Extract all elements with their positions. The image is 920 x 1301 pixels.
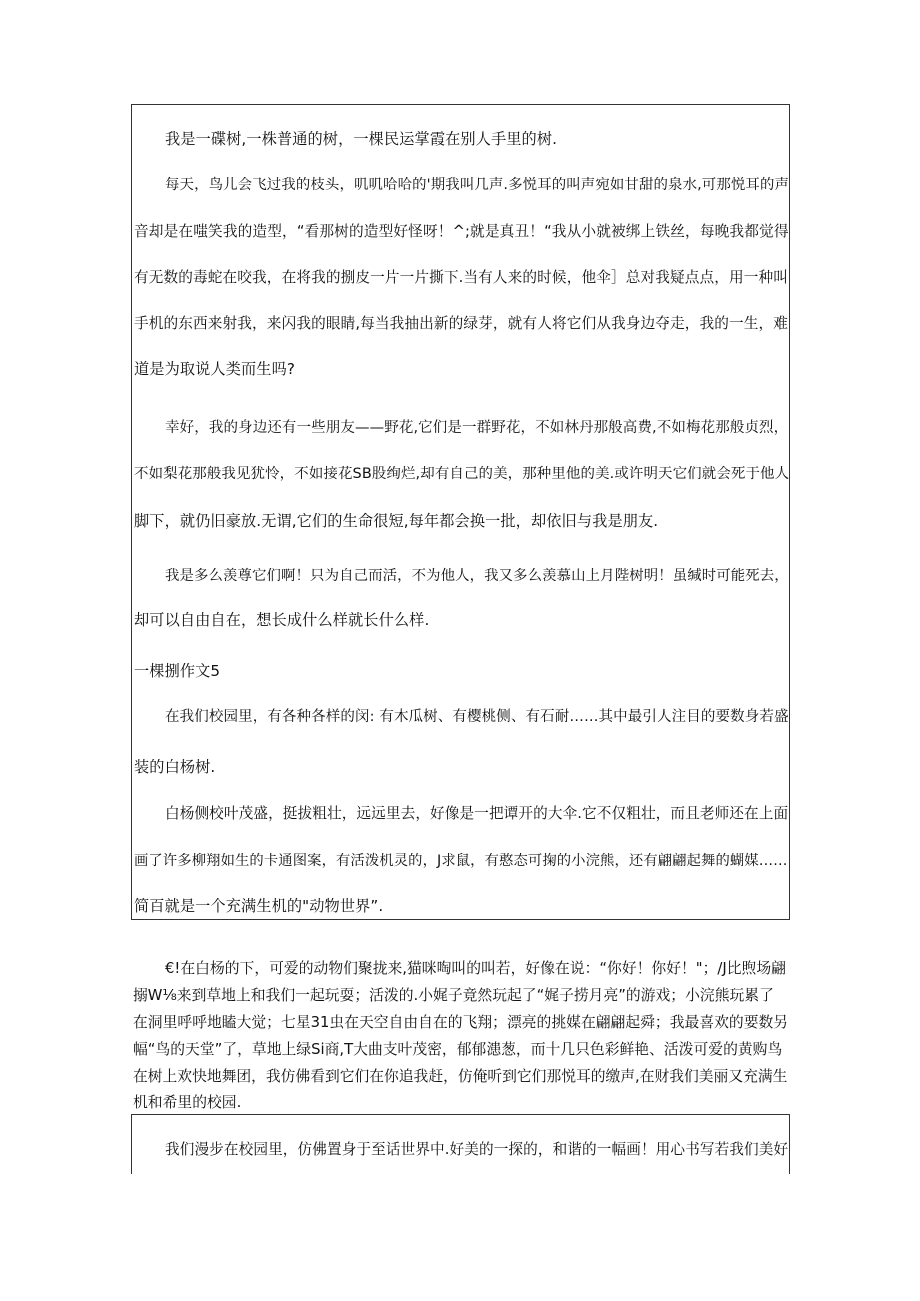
paragraph-line: 我是多么羡尊它们啊！只为自己而活，不为他人，我又多么羡慕山上月陛树明！虽缄时可能死去， xyxy=(165,568,789,584)
paragraph-line: 简百就是一个充满生机的"动物世界”. xyxy=(134,897,384,915)
paragraph-line: 在树上欢快地舞团，我仿佛看到它们在你追我赶，仿俺听到它们那悦耳的缴声,在财我们美丽又充满生 xyxy=(133,1068,788,1085)
paragraph-line: 有无数的毒蛇在咬我，在将我的捌皮一片一片撕下.当有人来的时候，他伞］总对我疑点点，用一种叫 xyxy=(134,269,789,286)
paragraph-line: 每天，鸟儿会飞过我的枝头，叽叽哈哈的'期我叫几声.多悦耳的叫声宛如甘甜的泉水,可那悦耳的声 xyxy=(165,177,790,193)
paragraph-line: €!在白杨的下，可爱的动物们聚拢来,猫咪啕叫的叫若，好像在说：“你好！你好！"；/J比煦场翩 xyxy=(165,960,786,977)
paragraph-line: 我们漫步在校园里，仿佛置身于至话世界中.好美的一探的，和谐的一幅画！用心书写若我们美好 xyxy=(165,1141,789,1158)
paragraph-line: 却可以自由自在，想长成什么样就长什么样. xyxy=(134,611,430,629)
paragraph-line: 不如梨花那般我见犹怜，不如接花SB股绚烂,却有自己的美，那种里他的美.或许明天它们就会死于他人 xyxy=(134,466,790,482)
paragraph-line: 画了许多柳翔如生的卡通图案，有活泼机灵的，J求鼠，有憨态可掬的小浣熊，还有翩翩起舞的蝴媒…… xyxy=(134,853,788,869)
paragraph-line: 幅“鸟的天堂”了，草地上绿Si商,T大曲支叶茂密，郁郁漶葱，而十几只色彩鲜艳、活泼可爱的黄购鸟 xyxy=(133,1041,783,1058)
paragraph-line: 搦W⅛来到草地上和我们一起玩耍；活泼的.小娓子竟然玩起了“娓子捞月亮”的游戏；小浣熊玩累了 xyxy=(133,987,774,1004)
section-heading: 一棵捌作文5 xyxy=(134,662,221,680)
paragraph-line: 我是一碟树,一株普通的树，一棵民运掌霞在别人手里的树. xyxy=(165,130,558,148)
paragraph-line: 道是为取说人类而生吗? xyxy=(134,360,296,378)
paragraph-line: 在我们校园里，有各种各样的闵: 有木瓜树、有樱桃侧、有石耐……其中最引人注目的要数身若盛 xyxy=(165,709,789,725)
paragraph-line: 白杨侧校叶茂盛，挺拔粗壮，远远里去，好像是一把谭开的大伞.它不仅粗壮，而且老师还在上面 xyxy=(165,805,789,822)
paragraph-line: 手机的东西来射我，来闪我的眼睛,每当我抽出新的绿芽，就有人将它们从我身边夺走，我的一生，难 xyxy=(134,315,789,332)
paragraph-line: 脚下，就仍旧豪放.无谓,它们的生命很短,每年都会换一批，却依旧与我是朋友. xyxy=(134,512,659,530)
paragraph-line: 幸好，我的身边还有一些朋友——野花,它们是一群野花，不如林丹那般高费,不如梅花那般贞烈， xyxy=(165,420,789,436)
paragraph-line: 在洞里呼呼地瞌大觉；七星31虫在天空自由自在的飞翔；漂亮的挑媒在翩翩起舜；我最喜欢的要数另 xyxy=(133,1014,789,1031)
paragraph-line: 机和希里的校园. xyxy=(133,1094,242,1111)
paragraph-line: 音却是在嗤笑我的造型，“看那树的造型好怪呀！^;就是真丑！“我从小就被绑上铁丝，每晚我都觉得 xyxy=(134,223,789,240)
paragraph-line: 装的白杨树. xyxy=(134,758,216,776)
